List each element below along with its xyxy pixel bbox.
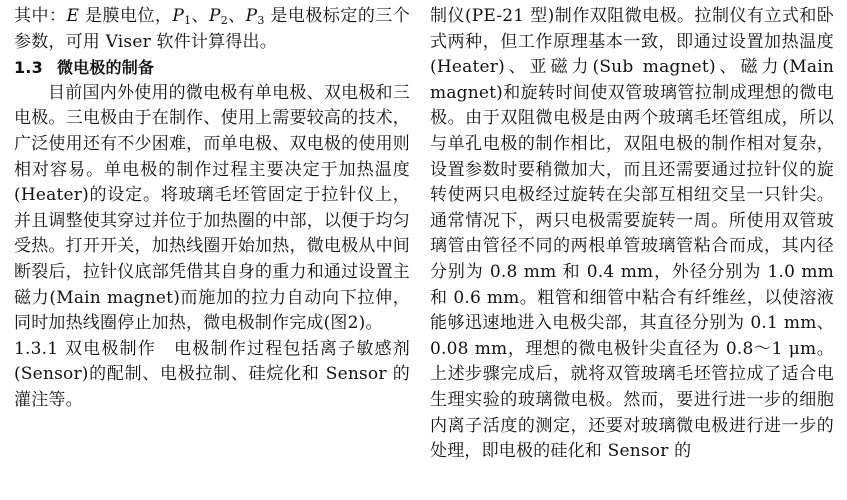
section-heading [14, 55, 410, 81]
variable-p2: P [209, 6, 221, 26]
separator-2: 、 [227, 6, 246, 26]
body-paragraph-2: 制仪(PE-21 型)制作双阻微电极。拉制仪有立式和卧式两种，但工作原理基本一致，即通过设置加热温度(Heater)、亚磁力(Sub magnet)、磁力(Main magnet)和旋转时间使双管玻璃管拉制成理想的微电极。由于双阻微电极是由两个玻璃毛坯管组成，所以与单孔电极的制作相比，双阻电极的制作相对复杂，设置参数时要稍微加大，而且还需要通过拉针仪的旋转使两只电极经过旋转在尖部互相纽交呈一只针尖。通常情况下，两只电极需要旋转一周。所使用双管玻璃管由管径不同的两根单管玻璃管粘合而成，其内径分别为 0.8 mm 和 0.4 mm，外径分别为 1.0 mm 和 0.6 mm。粗管和细管中粘合有纤维丝，以使溶液能够迅速地进入电极尖部，其直径分别为 0.1 mm、0.08 mm，理想的微电极针尖直径为 0.8～1 μm。上述步骤完成后，就将双管玻璃毛坯管拉成了适合电生理实验的玻璃微电极。然而，要进行进一步的细胞内离子活度的测定，还要对玻璃微电极进行进一步的处理，即电极的硅化和 Sensor 的 [430, 6, 834, 462]
subscript-2: 2 [220, 14, 228, 27]
variable-e: E [66, 6, 80, 26]
subscript-3: 3 [257, 14, 265, 27]
subscript-1: 1 [184, 14, 192, 27]
right-column [430, 4, 834, 465]
section-title: 微电极的制备 [56, 58, 155, 78]
variable-p1: P [172, 6, 185, 26]
intro-lead: 其中： [14, 6, 67, 26]
intro-text-2: 是电极标定的三个参数，可用 Viser 软件计算得出。 [14, 6, 411, 52]
separator-1: 、 [191, 6, 210, 26]
subsection-text: 电极制作过程包括离子敏感剂(Sensor)的配制、电极拉制、硅烷化和 Sensor 的灌注等。 [14, 338, 411, 410]
section-number: 1.3 [14, 58, 43, 78]
intro-paragraph [14, 4, 410, 55]
subsection-title: 1.3.1 双电极制作 [14, 338, 157, 359]
body-paragraph-1: 目前国内外使用的微电极有单电极、双电极和三电极。三电极由于在制作、使用上需要较高的技术，广泛使用还有不少困难，而单电极、双电极的使用则相对容易。单电极的制作过程主要决定于加热温度(Heater)的设定。将玻璃毛坯管固定于拉针仪上，并且调整使其穿过并位于加热圈的中部，以便于均匀受热。打开开关，加热线圈开始加热，微电极从中间断裂后，拉针仪底部凭借其自身的重力和通过设置主磁力(Main magnet)而施加的拉力自动向下拉伸，同时加热线圈停止加热，微电极制作完成(图2)。 [14, 82, 410, 334]
subsection-paragraph [14, 337, 410, 414]
left-column [14, 4, 410, 414]
intro-text-1: 是膜电位， [79, 6, 173, 26]
variable-p3: P [245, 6, 258, 26]
